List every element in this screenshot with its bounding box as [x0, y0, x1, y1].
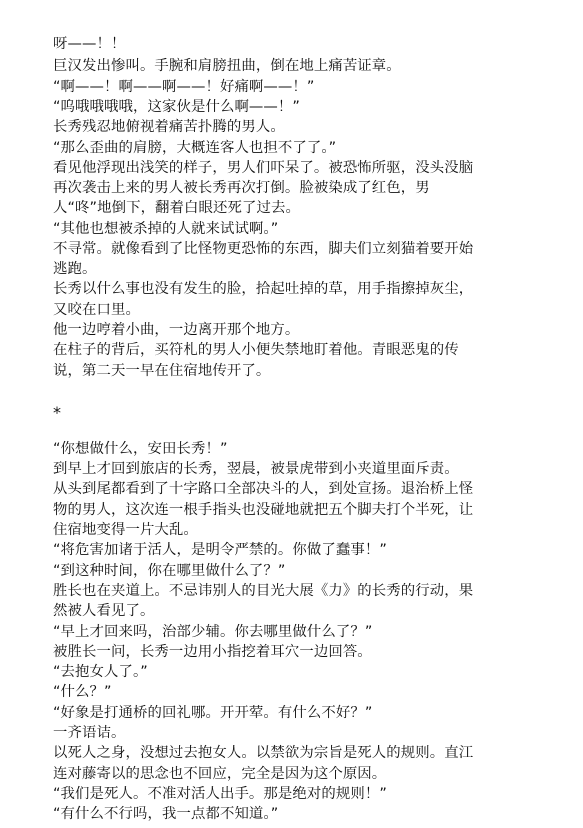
text-line: 长秀残忍地俯视着痛苦扑腾的男人。 — [53, 119, 285, 135]
text-line: 到早上才回到旅店的长秀，翌晨，被景虎带到小夹道里面斥责。 — [53, 461, 459, 477]
text-line: “将危害加诸于活人，是明令严禁的。你做了蠢事！” — [53, 542, 387, 558]
section-separator: * — [53, 403, 61, 422]
text-line: 巨汉发出惨叫。手腕和肩膀扭曲，倒在地上痛苦证章。 — [53, 58, 401, 74]
text-line: “有什么不行吗，我一点都不知道。” — [53, 806, 279, 822]
text-line: 被胜长一问，长秀一边用小指挖着耳穴一边回答。 — [53, 644, 372, 660]
text-line: 说，第二天一早在住宿地传开了。 — [53, 363, 271, 379]
text-line: 又咬在口里。 — [53, 302, 140, 318]
text-line: 逃跑。 — [53, 261, 97, 277]
text-line: 呀——！！ — [53, 36, 126, 52]
text-line: “早上才回来吗，治部少辅。你去哪里做什么了？” — [53, 624, 373, 640]
text-line: 长秀以什么事也没有发生的脸，拾起吐掉的草，用手指擦掉灰尘， — [53, 281, 474, 297]
text-line: 一齐语诘。 — [53, 725, 126, 741]
text-line: 以死人之身，没想过去抱女人。以禁欲为宗旨是死人的规则。直江 — [53, 745, 474, 761]
text-line: 从头到尾都看到了十字路口全部决斗的人，到处宣扬。退治桥上怪 — [53, 481, 474, 497]
text-line: “好象是打通桥的回礼哪。开开荤。有什么不好？” — [53, 705, 373, 721]
text-line: “你想做什么，安田长秀！” — [53, 441, 228, 457]
text-line: “什么？” — [53, 684, 112, 700]
text-line: 他一边哼着小曲，一边离开那个地方。 — [53, 322, 300, 338]
text-line: “我们是死人。不准对活人出手。那是绝对的规则！” — [53, 786, 387, 802]
text-line: “到这种时间，你在哪里做什么了？” — [53, 563, 286, 579]
text-line: 再次袭击上来的男人被长秀再次打倒。脸被染成了红色，男 — [53, 180, 430, 196]
text-line: “呜哦哦哦哦，这家伙是什么啊——！” — [53, 99, 300, 115]
text-line: 连对藤寄以的思念也不回应，完全是因为这个原因。 — [53, 766, 387, 782]
text-line: 不寻常。就像看到了比怪物更恐怖的东西，脚夫们立刻猫着要开始 — [53, 241, 474, 257]
text-line: 胜长也在夹道上。不忌讳别人的目光大展《力》的长秀的行动，果 — [53, 583, 474, 599]
text-line: 住宿地变得一片大乱。 — [53, 522, 198, 538]
text-line: 在柱子的背后，买符札的男人小便失禁地盯着他。青眼恶鬼的传 — [53, 342, 459, 358]
text-line: “去抱女人了。” — [53, 664, 148, 680]
text-line: 人“咚”地倒下，翻着白眼还死了过去。 — [53, 200, 300, 216]
text-line: 看见他浮现出浅笑的样子，男人们吓呆了。被恐怖所驱，没头没脑 — [53, 160, 474, 176]
text-line: 然被人看见了。 — [53, 603, 155, 619]
text-line: “其他也想被杀掉的人就来试试啊。” — [53, 221, 279, 237]
text-line: “啊——！啊——啊——！好痛啊——！” — [53, 79, 315, 95]
text-line: “那么歪曲的肩膀，大概连客人也担不了了。” — [53, 140, 337, 156]
text-line: 物的男人，这次连一根手指头也没碰地就把五个脚夫打个半死，让 — [53, 502, 474, 518]
